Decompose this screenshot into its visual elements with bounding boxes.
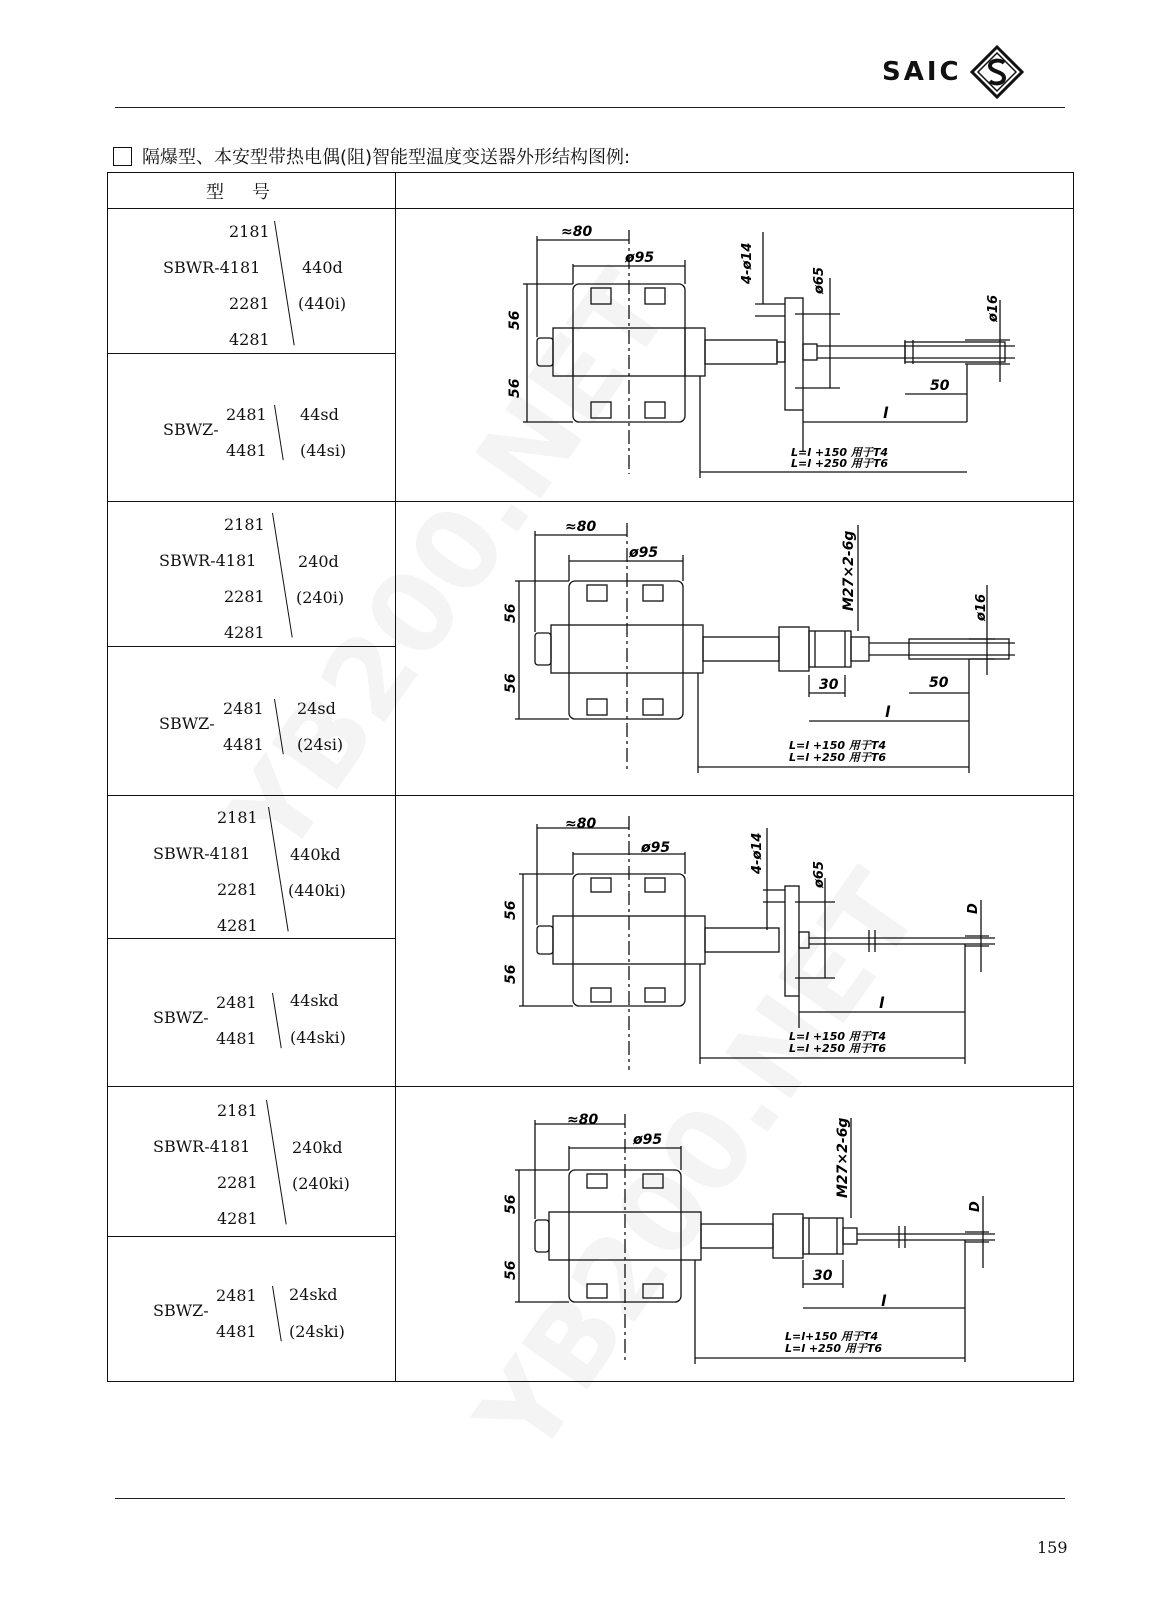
model-prefix: SBWR-4181 xyxy=(153,844,251,863)
model-number: 4281 xyxy=(224,623,265,642)
dim-label: 56 xyxy=(503,1260,519,1280)
dim-label: 50 xyxy=(929,675,949,691)
dim-label: 30 xyxy=(819,677,839,693)
dim-label: M27×2-6g xyxy=(835,1117,851,1198)
length-note: L=l +250 用于T6 xyxy=(791,457,888,470)
length-note: L=l +250 用于T6 xyxy=(785,1342,882,1355)
bracket-line xyxy=(272,1286,282,1341)
dim-label: 56 xyxy=(507,310,523,330)
bracket-line xyxy=(272,993,282,1048)
drawing-thread-sleeve xyxy=(495,515,1035,780)
dim-label: 4-ø14 xyxy=(750,832,765,874)
model-number: 4281 xyxy=(229,330,270,349)
length-note: L=l +150 用于T4 xyxy=(791,446,888,459)
dim-label: 56 xyxy=(503,900,519,920)
dim-label: ø16 xyxy=(974,593,989,621)
model-number: 2481 xyxy=(223,699,264,718)
dim-label: l xyxy=(885,703,891,721)
model-suffix: 44skd xyxy=(290,991,339,1010)
model-number: 2281 xyxy=(217,880,258,899)
length-note: L=l +250 用于T6 xyxy=(789,751,886,764)
dim-label: 56 xyxy=(507,378,523,398)
model-number: 4481 xyxy=(226,441,267,460)
dim-label: 56 xyxy=(503,673,519,693)
dim-label: 30 xyxy=(813,1268,833,1284)
model-suffix-alt: (240i) xyxy=(296,588,345,607)
dim-label: l xyxy=(879,994,885,1012)
drawing-flange-armored xyxy=(495,812,1035,1077)
model-suffix-alt: (24ski) xyxy=(289,1322,345,1341)
model-number: 2281 xyxy=(224,587,265,606)
bracket-line xyxy=(266,1100,287,1225)
model-number: 2181 xyxy=(229,222,270,241)
model-number: 2281 xyxy=(217,1173,258,1192)
bracket-line xyxy=(272,513,293,638)
model-prefix: SBWR-4181 xyxy=(163,258,261,277)
page-number: 159 xyxy=(1037,1538,1068,1557)
dim-label: ø16 xyxy=(986,294,1001,322)
model-number: 4281 xyxy=(217,1209,258,1228)
dim-label: l xyxy=(883,404,889,422)
dim-label: ø95 xyxy=(641,840,671,856)
dim-label: l xyxy=(881,1292,887,1310)
dim-label: ≈80 xyxy=(565,816,597,832)
model-suffix: 440d xyxy=(302,258,343,277)
saic-emblem-icon xyxy=(970,45,1024,99)
model-suffix-alt: (240ki) xyxy=(292,1174,350,1193)
dim-label: 56 xyxy=(503,603,519,623)
model-number: 2181 xyxy=(217,1101,258,1120)
model-number: 4481 xyxy=(216,1322,257,1341)
footer-rule xyxy=(115,1498,1065,1499)
model-suffix: 44sd xyxy=(300,405,339,424)
row-divider xyxy=(108,1086,1073,1087)
checkbox-icon xyxy=(113,147,132,166)
model-suffix: 24sd xyxy=(297,699,336,718)
dim-label: 56 xyxy=(503,964,519,984)
length-note: L=l +250 用于T6 xyxy=(789,1042,886,1055)
dim-label: 50 xyxy=(930,378,950,394)
model-suffix-alt: (24si) xyxy=(297,735,344,754)
dim-label: D xyxy=(968,1201,983,1212)
model-number: 2281 xyxy=(229,294,270,313)
model-number: 2481 xyxy=(216,993,257,1012)
dim-label: ø95 xyxy=(633,1132,663,1148)
model-suffix-alt: (44ski) xyxy=(290,1028,346,1047)
dim-label: ø65 xyxy=(812,860,827,888)
model-number: 2181 xyxy=(224,515,265,534)
caption-text: 隔爆型、本安型带热电偶(阻)智能型温度变送器外形结构图例: xyxy=(142,147,631,168)
brand-name: SAIC xyxy=(882,57,962,87)
model-suffix: 240d xyxy=(298,552,339,571)
header-rule xyxy=(115,107,1065,108)
dim-label: ≈80 xyxy=(567,1112,599,1128)
dim-label: D xyxy=(966,903,981,914)
model-prefix: SBWR-4181 xyxy=(153,1137,251,1156)
row-subdivider xyxy=(108,353,396,354)
bracket-line xyxy=(274,699,284,754)
model-number: 2481 xyxy=(226,405,267,424)
length-note: L=l +150 用于T4 xyxy=(789,739,886,752)
row-divider xyxy=(108,795,1073,796)
model-suffix: 24skd xyxy=(289,1285,338,1304)
model-suffix-alt: (44si) xyxy=(300,441,347,460)
dim-label: 56 xyxy=(503,1194,519,1214)
brand-logo xyxy=(882,45,1024,99)
dim-label: ø65 xyxy=(812,266,827,294)
dim-label: M27×2-6g xyxy=(841,530,857,611)
row-subdivider xyxy=(108,1236,396,1237)
row-subdivider xyxy=(108,646,396,647)
section-caption xyxy=(113,143,630,169)
model-number: 2481 xyxy=(216,1286,257,1305)
model-number: 4481 xyxy=(223,735,264,754)
drawing-thread-armored xyxy=(495,1110,1035,1370)
model-suffix: 440kd xyxy=(290,845,341,864)
model-prefix: SBWZ- xyxy=(163,420,219,439)
bracket-line xyxy=(274,221,295,346)
model-number: 4281 xyxy=(217,916,258,935)
model-suffix-alt: (440ki) xyxy=(288,881,346,900)
model-number: 2181 xyxy=(217,808,258,827)
model-prefix: SBWZ- xyxy=(159,714,215,733)
row-subdivider xyxy=(108,938,396,939)
length-note: L=l +150 用于T4 xyxy=(789,1030,886,1043)
column-divider xyxy=(395,173,396,1381)
dim-label: ø95 xyxy=(629,545,659,561)
model-prefix: SBWR-4181 xyxy=(159,551,257,570)
model-prefix: SBWZ- xyxy=(153,1301,209,1320)
model-number: 4481 xyxy=(216,1029,257,1048)
length-note: L=l+150 用于T4 xyxy=(785,1330,879,1343)
model-prefix: SBWZ- xyxy=(153,1008,209,1027)
bracket-line xyxy=(274,405,284,460)
drawing-flange-sleeve xyxy=(495,222,1035,482)
model-suffix: 240kd xyxy=(292,1138,343,1157)
column-header-model: 型号 xyxy=(206,182,298,203)
header-divider xyxy=(108,208,1073,209)
dim-label: ø95 xyxy=(625,250,655,266)
bracket-line xyxy=(268,807,289,932)
dim-label: 4-ø14 xyxy=(740,242,755,284)
dim-label: ≈80 xyxy=(561,224,593,240)
model-suffix-alt: (440i) xyxy=(298,294,347,313)
dim-label: ≈80 xyxy=(565,519,597,535)
row-divider xyxy=(108,501,1073,502)
